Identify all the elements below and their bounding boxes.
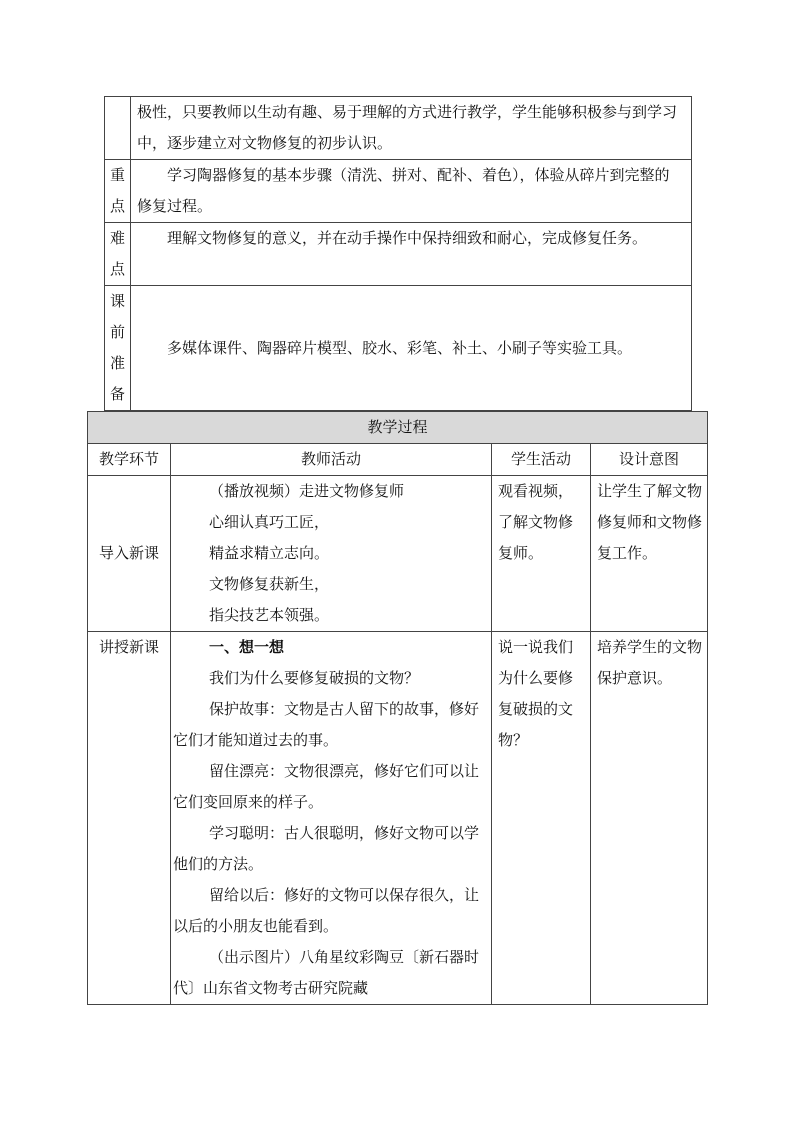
student-activity-cell: 说一说我们为什么要修复破损的文物？: [492, 632, 591, 1005]
table-row: [88, 632, 708, 1005]
difficulty-row: [105, 223, 692, 286]
difficulty-label-char: 点: [109, 260, 125, 278]
teacher-line: 我们为什么要修复破损的文物？: [209, 669, 420, 687]
design-intent-cell: 培养学生的文物保护意识。: [591, 632, 708, 1005]
header-stage: 教学环节: [88, 444, 171, 476]
lesson-info-table: [104, 96, 692, 411]
teacher-line: 保护故事：文物是古人留下的故事，修好它们才能知道过去的事。: [173, 700, 480, 749]
section-heading: 一、想一想: [209, 638, 285, 656]
continuation-label-cell: [105, 97, 131, 160]
prep-label-char: 前: [109, 323, 125, 341]
prep-label: [105, 286, 131, 411]
key-point-label: [105, 160, 131, 223]
teacher-line: （出示图片）八角星纹彩陶豆〔新石器时代〕山东省文物考古研究院藏: [173, 948, 480, 997]
banner-row: [88, 412, 708, 444]
teacher-line: 指尖技艺本领强。: [209, 606, 330, 624]
key-point-label-char: 点: [109, 197, 125, 215]
difficulty-label-char: 难: [109, 229, 125, 247]
teacher-line: （播放视频）走进文物修复师: [209, 482, 405, 500]
teacher-line: 精益求精立志向。: [209, 544, 330, 562]
difficulty-text: 理解文物修复的意义，并在动手操作中保持细致和耐心，完成修复任务。: [131, 223, 692, 286]
prep-label-char: 准: [109, 354, 125, 372]
teacher-line: 留给以后：修好的文物可以保存很久，让以后的小朋友也能看到。: [173, 886, 480, 935]
key-point-label-char: 重: [109, 166, 125, 184]
header-student: 学生活动: [492, 444, 591, 476]
design-intent-cell: 让学生了解文物修复师和文物修复工作。: [591, 476, 708, 632]
key-point-row: [105, 160, 692, 223]
teacher-line: 心细认真巧工匠，: [209, 513, 330, 531]
header-row: [88, 444, 708, 476]
prep-label-char: 备: [109, 385, 125, 403]
process-banner: 教学过程: [88, 412, 708, 444]
teaching-process-table: [87, 411, 708, 1005]
stage-cell: 导入新课: [88, 476, 171, 632]
table-row: [88, 476, 708, 632]
difficulty-label: [105, 223, 131, 286]
teacher-activity-cell: [171, 632, 492, 1005]
stage-cell: 讲授新课: [88, 632, 171, 1005]
continuation-row: [105, 97, 692, 160]
prep-label-char: 课: [109, 292, 125, 310]
prep-text: 多媒体课件、陶器碎片模型、胶水、彩笔、补土、小刷子等实验工具。: [131, 286, 692, 411]
header-teacher: 教师活动: [171, 444, 492, 476]
teacher-line: 学习聪明：古人很聪明，修好文物可以学他们的方法。: [173, 824, 480, 873]
student-activity-cell: 观看视频，了解文物修复师。: [492, 476, 591, 632]
teacher-line: 留住漂亮：文物很漂亮，修好它们可以让它们变回原来的样子。: [173, 762, 480, 811]
teacher-activity-cell: [171, 476, 492, 632]
header-design: 设计意图: [591, 444, 708, 476]
prep-row: [105, 286, 692, 411]
teacher-line: 文物修复获新生，: [209, 575, 330, 593]
key-point-text: 学习陶器修复的基本步骤（清洗、拼对、配补、着色），体验从碎片到完整的修复过程。: [131, 160, 692, 223]
continuation-text: 极性，只要教师以生动有趣、易于理解的方式进行教学，学生能够积极参与到学习中，逐步建立对文物修复的初步认识。: [131, 97, 692, 160]
